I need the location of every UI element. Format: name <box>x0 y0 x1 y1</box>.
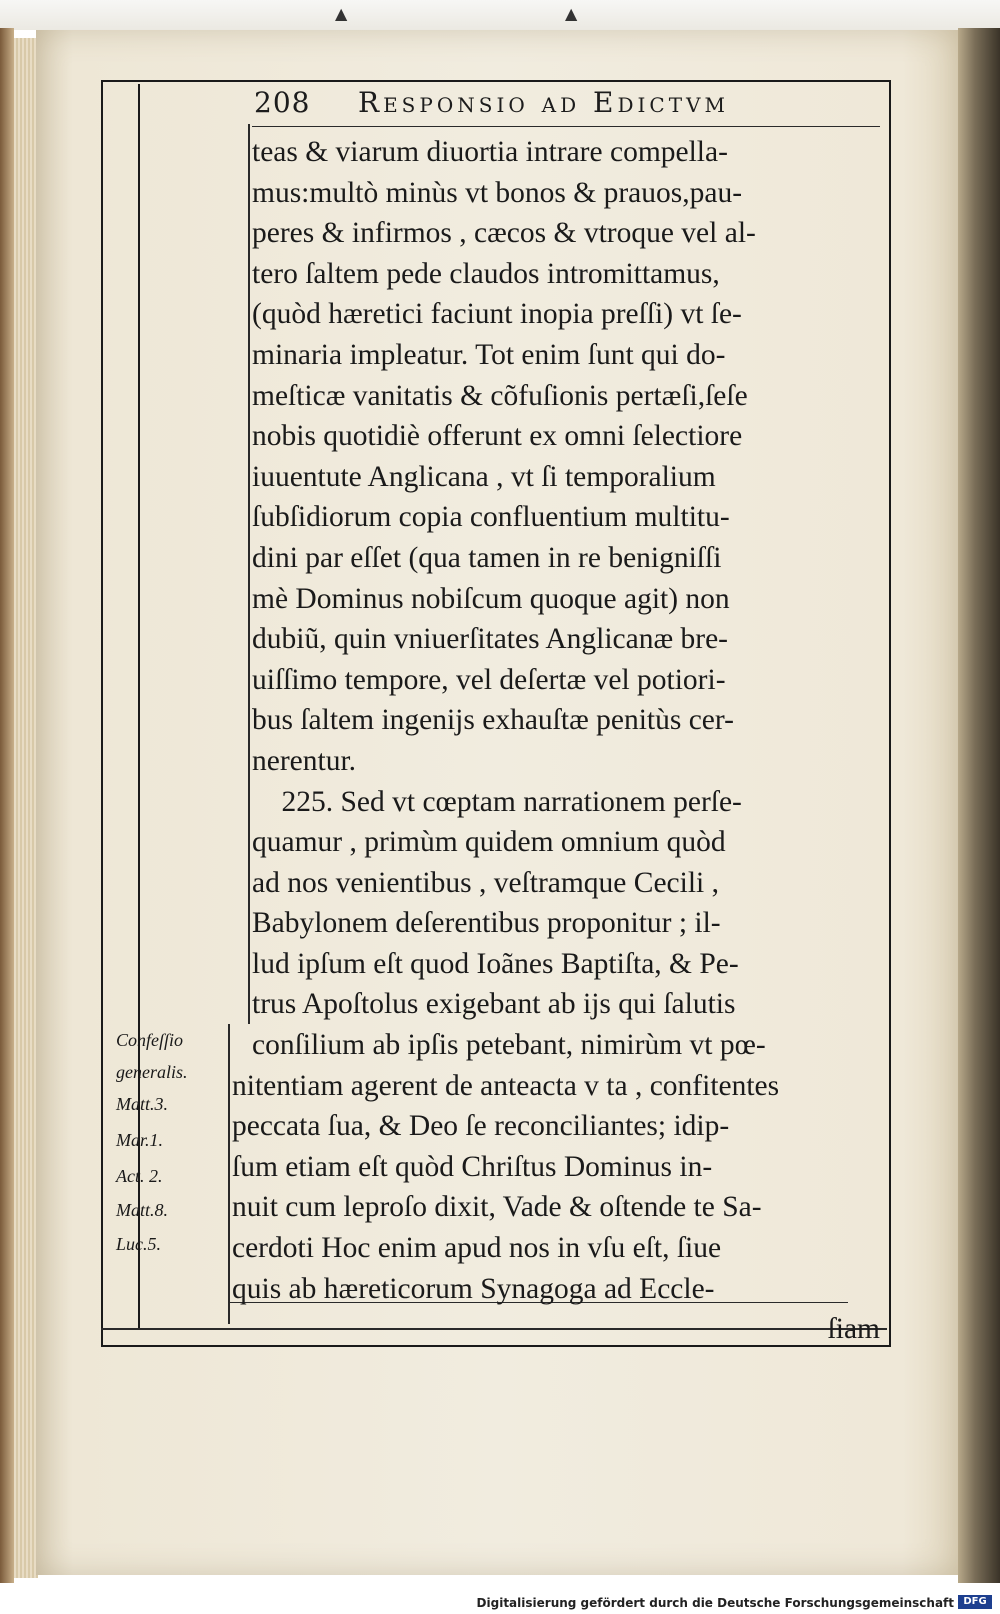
text-line: dini par eſſet (qua tamen in re benigniſſi <box>252 541 722 574</box>
margin-note: Act. 2. <box>116 1166 163 1186</box>
margin-note: Matt.3. <box>116 1094 168 1114</box>
text-line: ſum etiam eſt quòd Chriſtus Dominus in- <box>232 1150 713 1183</box>
text-line: ſubſidiorum copia confluentium multitu- <box>252 501 730 534</box>
dfg-logo: DFG <box>958 1595 992 1609</box>
header-rule <box>252 126 880 127</box>
text-line: uiſſimo tempore, vel deſertæ vel potiori- <box>252 663 726 696</box>
text-line: mus:multò minùs vt bonos & prauos,pau- <box>252 176 743 209</box>
text-line: quamur , primùm quidem omnium quòd <box>252 826 726 859</box>
text-line: ad nos venientibus , veſtramque Cecili , <box>252 866 719 899</box>
top-strip <box>0 0 1000 30</box>
text-line: dubiũ, quin vniuerſitates Anglicanæ bre- <box>252 623 729 656</box>
catchword: ſiam <box>827 1313 880 1346</box>
text-line: conſilium ab ipſis petebant, nimirùm vt pœ- <box>252 1029 766 1062</box>
text-line: peccata ſua, & Deo ſe reconciliantes; idip- <box>232 1110 730 1143</box>
text-line: minaria impleatur. Tot enim ſunt qui do- <box>252 338 726 371</box>
text-line: bus ſaltem ingenijs exhauſtæ penitùs cer- <box>252 704 734 737</box>
book-right-edge <box>958 28 1000 1583</box>
text-line: cerdoti Hoc enim apud nos in vſu eſt, ſiue <box>232 1232 722 1265</box>
text-line: iuuentute Anglicana , vt ſi temporalium <box>252 460 716 493</box>
footer-bar <box>0 1590 1000 1614</box>
text-line: nerentur. <box>252 744 357 777</box>
text-line: trus Apoſtolus exigebant ab ijs qui ſalutis <box>252 988 736 1021</box>
text-line: mè Dominus nobiſcum quoque agit) non <box>252 582 730 615</box>
text-line: nuit cum leproſo dixit, Vade & oſtende te Sa- <box>232 1191 762 1224</box>
text-line: Babylonem deſerentibus proponitur ; il- <box>252 907 721 940</box>
text-line: nitentiam agerent de anteacta v ta , confitentes <box>232 1069 780 1102</box>
running-header <box>254 86 884 126</box>
text-line: nobis quotidiè offerunt ex omni ſelectiore <box>252 420 743 453</box>
margin-note: Mar.1. <box>116 1130 164 1150</box>
text-line: meſticæ vanitatis & cõfuſionis pertæſi,ſeſe <box>252 379 748 412</box>
catchword-line <box>252 1309 880 1350</box>
text-line: teas & viarum diuortia intrare compella- <box>252 136 728 168</box>
text-column-rule <box>248 124 250 1024</box>
margin-note: generalis. <box>116 1062 188 1082</box>
text-line: quis ab hæreticorum Synagoga ad Eccle- <box>232 1272 715 1305</box>
page-number: 208 <box>254 86 311 119</box>
running-title: Responsio ad Edictvm <box>358 86 729 119</box>
paragraph-start-line: 225. Sed vt cœptam narrationem perſe- <box>252 785 742 818</box>
margin-note: Matt.8. <box>116 1200 168 1220</box>
text-line: tero ſaltem pede claudos intromittamus, <box>252 257 720 290</box>
text-line: (quòd hæretici faciunt inopia preſſi) vt ſe- <box>252 298 742 331</box>
text-line: peres & infirmos , cæcos & vtroque vel al- <box>252 217 756 250</box>
margin-note: Confeſſio <box>116 1030 183 1050</box>
funding-credit: Digitalisierung gefördert durch die Deutsche Forschungsgemeinschaft <box>476 1596 954 1610</box>
text-line: lud ipſum eſt quod Ioãnes Baptiſta, & Pe- <box>252 947 739 980</box>
clip-icon: ▲ <box>335 4 348 23</box>
margin-note: Luc.5. <box>116 1234 161 1254</box>
book-spine <box>0 28 14 1583</box>
clip-icon: ▲ <box>565 4 578 23</box>
body-text <box>232 132 880 1350</box>
page-edges <box>14 38 38 1578</box>
